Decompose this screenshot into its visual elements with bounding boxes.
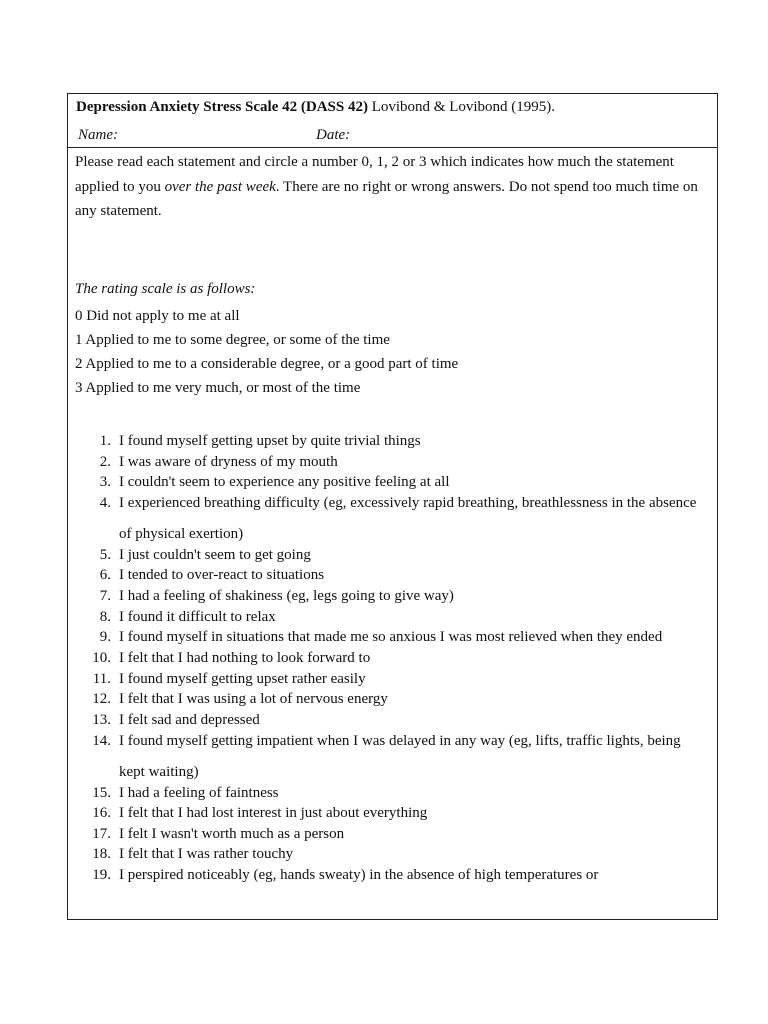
statement-number: 17. xyxy=(92,825,111,842)
name-date-row xyxy=(78,127,351,144)
statement-text: I found myself in situations that made me so anxious I was most relieved when they ended xyxy=(119,629,663,646)
statement-text: I was aware of dryness of my mouth xyxy=(119,453,338,470)
statement-number: 7. xyxy=(99,587,111,604)
statement-item xyxy=(68,689,718,710)
title-authors: Lovibond & Lovibond (1995). xyxy=(371,99,556,115)
statement-number: 9. xyxy=(99,629,111,646)
statement-item xyxy=(68,431,718,452)
statement-number: 8. xyxy=(99,608,111,625)
statement-item xyxy=(68,452,718,473)
statement-text: I felt that I was rather touchy xyxy=(119,846,294,863)
statement-number: 2. xyxy=(99,453,111,470)
statement-text: I had a feeling of faintness xyxy=(119,784,279,801)
statement-item xyxy=(68,586,718,607)
statement-text: I had a feeling of shakiness (eg, legs going to give way) xyxy=(119,587,454,604)
statement-item xyxy=(68,783,718,804)
statement-item xyxy=(68,648,718,669)
statement-number: 15. xyxy=(92,784,111,801)
statement-number: 11. xyxy=(92,670,111,687)
statement-item xyxy=(68,726,718,788)
statement-item xyxy=(68,844,718,865)
form-header xyxy=(68,94,717,148)
statement-text: I found it difficult to relax xyxy=(119,608,276,625)
statement-text: I felt that I had nothing to look forward to xyxy=(119,650,371,667)
instructions-part2: . There are no right or wrong answers. Do not spend too much time on any statement. xyxy=(75,178,698,219)
statement-number: 13. xyxy=(92,711,111,728)
statement-number: 12. xyxy=(92,691,111,708)
statement-text: I just couldn't seem to get going xyxy=(119,546,311,563)
statement-number: 4. xyxy=(99,494,111,511)
statement-text: I couldn't seem to experience any positive feeling at all xyxy=(119,474,450,491)
statement-number: 14. xyxy=(92,732,111,749)
statement-text: I felt I wasn't worth much as a person xyxy=(119,825,345,842)
instructions-emphasis: over the past week xyxy=(164,178,276,195)
rating-scale-list xyxy=(75,304,458,400)
statement-item xyxy=(68,669,718,690)
statement-item xyxy=(68,488,718,550)
rating-level: 0 Did not apply to me at all xyxy=(75,308,240,324)
statement-number: 5. xyxy=(99,546,111,563)
dass42-form xyxy=(67,93,718,920)
statement-item xyxy=(68,565,718,586)
rating-level: 3 Applied to me very much, or most of the time xyxy=(75,380,361,396)
statement-item xyxy=(68,865,718,886)
statement-number: 6. xyxy=(99,567,111,584)
statement-number: 10. xyxy=(92,650,111,667)
date-label: Date: xyxy=(316,127,351,143)
statement-text: I found myself getting impatient when I was delayed in any way (eg, lifts, traffic lights, being kept waiting) xyxy=(119,732,681,780)
statement-number: 19. xyxy=(92,866,111,883)
instructions-part1: Please read each statement and circle a number 0, 1, 2 or 3 which indicates how much the statement applied to you xyxy=(75,154,674,195)
instructions-text xyxy=(75,150,715,224)
rating-level: 1 Applied to me to some degree, or some of the time xyxy=(75,332,390,348)
statement-text: I felt that I was using a lot of nervous energy xyxy=(119,691,388,708)
statement-text: I found myself getting upset by quite trivial things xyxy=(119,433,421,449)
statement-number: 3. xyxy=(99,474,111,491)
statement-number: 18. xyxy=(92,846,111,863)
statement-item xyxy=(68,803,718,824)
statement-number: 1. xyxy=(99,433,111,449)
statement-text: I found myself getting upset rather easily xyxy=(119,670,366,687)
statement-text: I experienced breathing difficulty (eg, excessively rapid breathing, breathlessness in the absence of physical exertion) xyxy=(119,494,697,542)
name-label: Name: xyxy=(78,127,118,143)
statement-text: I felt that I had lost interest in just about everything xyxy=(119,805,428,822)
form-title xyxy=(76,99,555,116)
statement-item xyxy=(68,824,718,845)
statement-number: 16. xyxy=(92,805,111,822)
statement-text: I felt sad and depressed xyxy=(119,711,260,728)
statement-text: I tended to over-react to situations xyxy=(119,567,325,584)
rating-scale-title: The rating scale is as follows: xyxy=(75,281,256,297)
rating-level: 2 Applied to me to a considerable degree, or a good part of time xyxy=(75,356,459,372)
statement-list xyxy=(68,431,718,886)
statement-text: I perspired noticeably (eg, hands sweaty) in the absence of high temperatures or xyxy=(119,866,599,883)
statement-item xyxy=(68,545,718,566)
title-scale-name: Depression Anxiety Stress Scale 42 (DASS 42) xyxy=(76,99,368,115)
